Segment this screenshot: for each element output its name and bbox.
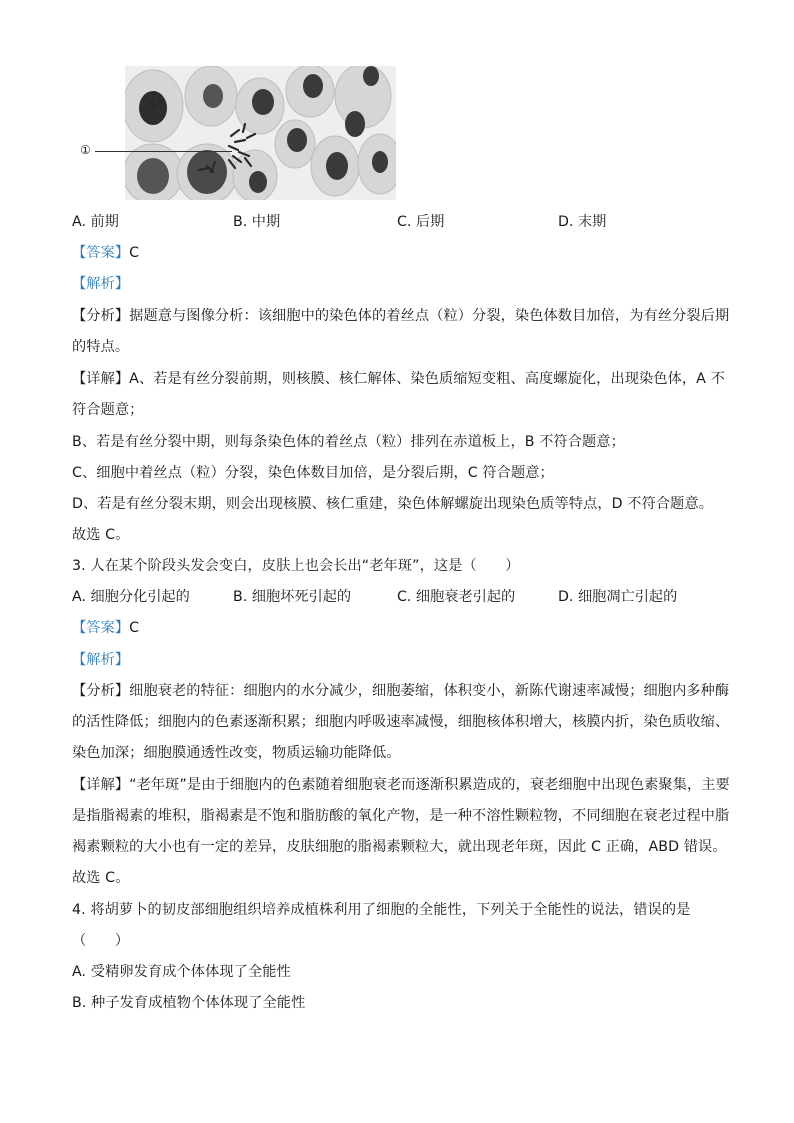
q2-detail-d: D、若是有丝分裂末期，则会出现核膜、核仁重建，染色体解螺旋出现染色质等特点，D 不符合题意。 (72, 496, 714, 512)
micrograph-figure (125, 66, 396, 200)
q2-fenxi-line-1 (72, 306, 729, 326)
q2-conclusion: 故选 C。 (72, 527, 130, 543)
q3-answer (72, 618, 139, 638)
q3-conclusion: 故选 C。 (72, 870, 130, 886)
q2-fenxi-line-2: 的特点。 (72, 339, 130, 355)
analysis-tag: 【解析】 (72, 276, 130, 292)
q3-option-a: A. 细胞分化引起的 (72, 589, 190, 605)
xiangjie-tag: 【详解】 (72, 371, 130, 387)
answer-tag: 【答案】 (72, 620, 130, 636)
fenxi-text: 细胞衰老的特征：细胞内的水分减少，细胞萎缩，体积变小，新陈代谢速率减慢；细胞内多种酶 (129, 683, 730, 699)
q3-option-d: D. 细胞凋亡引起的 (558, 589, 678, 605)
q3-detail-line-3: 褐素颗粒的大小也有一定的差异，皮肤细胞的脂褐素颗粒大，就出现老年斑，因此 C 正确，ABD 错误。 (72, 839, 727, 855)
q2-option-d: D. 末期 (558, 214, 607, 230)
q3-analysis-heading (72, 650, 129, 670)
detail-text: “老年斑”是由于细胞内的色素随着细胞衰老而逐渐积累造成的，衰老细胞中出现色素聚集，主要 (129, 777, 730, 793)
q4-stem-line-2: （ ） (72, 933, 130, 949)
answer-value: C (129, 620, 140, 636)
fenxi-tag: 【分析】 (72, 683, 130, 699)
q4-option-a: A. 受精卵发育成个体体现了全能性 (72, 964, 291, 980)
answer-tag: 【答案】 (72, 245, 130, 261)
q3-option-b: B. 细胞坏死引起的 (233, 589, 352, 605)
q2-answer (72, 243, 139, 263)
analysis-tag: 【解析】 (72, 652, 130, 668)
q2-option-a: A. 前期 (72, 214, 119, 230)
q2-detail-line-2: 符合题意； (72, 402, 144, 418)
q3-option-c: C. 细胞衰老引起的 (397, 589, 516, 605)
q3-fenxi-line-3: 染色加深；细胞膜通透性改变，物质运输功能降低。 (72, 745, 401, 761)
q2-detail-line-1 (72, 369, 725, 389)
q2-analysis-heading (72, 274, 129, 294)
q3-stem: 3. 人在某个阶段头发会变白，皮肤上也会长出“老年斑”，这是（ ） (72, 558, 520, 574)
q3-fenxi-line-1 (72, 681, 729, 701)
xiangjie-tag: 【详解】 (72, 777, 130, 793)
q3-fenxi-line-2: 的活性降低；细胞内的色素逐渐积累；细胞内呼吸速率减慢，细胞核体积增大，核膜内折，染色质收缩、 (72, 714, 730, 730)
answer-value: C (129, 245, 140, 261)
q4-stem-line-1: 4. 将胡萝卜的韧皮部细胞组织培养成植株利用了细胞的全能性，下列关于全能性的说法，错误的是 (72, 902, 691, 918)
q2-detail-c: C、细胞中着丝点（粒）分裂，染色体数目加倍，是分裂后期，C 符合题意； (72, 465, 554, 481)
detail-text: A、若是有丝分裂前期，则核膜、核仁解体、染色质缩短变粗、高度螺旋化，出现染色体，A 不 (129, 371, 725, 387)
pointer-line (95, 151, 232, 152)
q2-option-b: B. 中期 (233, 214, 281, 230)
pointer-label: ① (80, 143, 91, 157)
q3-detail-line-2: 是指脂褐素的堆积，脂褐素是不饱和脂肪酸的氧化产物，是一种不溶性颗粒物，不同细胞在衰老过程中脂 (72, 808, 730, 824)
q2-detail-b: B、若是有丝分裂中期，则每条染色体的着丝点（粒）排列在赤道板上，B 不符合题意； (72, 434, 625, 450)
q4-option-b: B. 种子发育成植物个体体现了全能性 (72, 995, 306, 1011)
cell-micrograph (125, 66, 396, 200)
fenxi-text: 据题意与图像分析：该细胞中的染色体的着丝点（粒）分裂，染色体数目加倍，为有丝分裂后期 (129, 308, 730, 324)
q2-option-c: C. 后期 (397, 214, 445, 230)
q3-detail-line-1 (72, 775, 730, 795)
fenxi-tag: 【分析】 (72, 308, 130, 324)
